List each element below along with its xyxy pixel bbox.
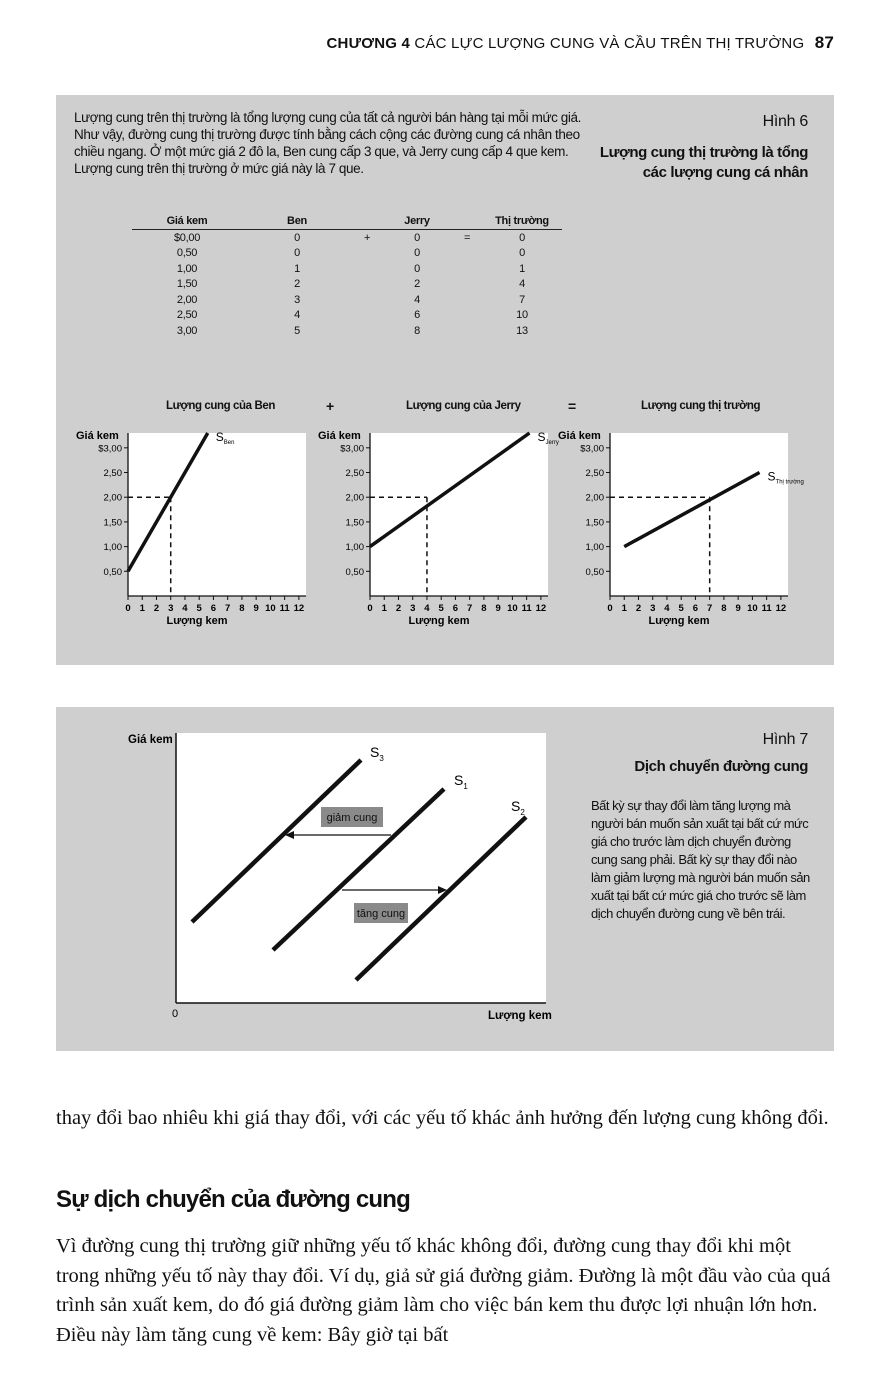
running-header — [327, 33, 834, 53]
supply-curve-label: $S_{Ben}$ — [215, 430, 235, 446]
label-s1: $S_1$ — [454, 772, 468, 791]
plus-cell — [352, 261, 382, 277]
y-axis-label: Giá kem — [558, 430, 601, 442]
x-tick-label: 0 — [367, 603, 373, 614]
y-tick-label: 2,50 — [585, 468, 604, 480]
x-tick-label: 7 — [707, 603, 713, 614]
x-tick-label: 4 — [424, 603, 430, 614]
market-cell: 4 — [519, 278, 525, 291]
ben-cell: 2 — [294, 278, 300, 291]
x-tick-label: 4 — [664, 603, 670, 614]
plus-cell — [352, 277, 382, 293]
decrease-supply-label: giảm cung — [326, 812, 378, 824]
fig7-x-axis-label: Lượng kem — [488, 1010, 552, 1022]
plot-area — [370, 433, 548, 596]
y-tick-label: 1,50 — [345, 517, 364, 529]
label-s3: $S_3$ — [370, 744, 384, 763]
table-row — [132, 230, 562, 246]
y-tick-label: $3,00 — [580, 443, 604, 455]
market-supply-chart — [552, 425, 804, 635]
x-tick-label: 6 — [210, 603, 217, 614]
table-row — [132, 308, 562, 324]
x-tick-label: 5 — [196, 603, 202, 614]
price-cell: 2,50 — [176, 309, 198, 322]
ben-cell: 1 — [294, 262, 300, 275]
ben-cell: 0 — [294, 247, 300, 260]
x-tick-label: 5 — [438, 603, 444, 614]
increase-supply-label: tăng cung — [356, 908, 406, 920]
x-tick-label: 7 — [467, 603, 473, 614]
x-tick-label: 1 — [139, 603, 145, 614]
plot-area — [128, 433, 306, 596]
table-row — [132, 277, 562, 293]
market-cell: 0 — [519, 247, 525, 260]
x-tick-label: 3 — [410, 603, 416, 614]
label-s2: $S_2$ — [511, 798, 525, 817]
x-tick-label: 2 — [635, 603, 642, 614]
figure-6-title: Lượng cung thị trường là tổng các lượng cung cá nhân — [599, 144, 808, 181]
figure-7-title: Dịch chuyển đường cung — [634, 758, 808, 775]
ben-chart-title: Lượng cung của Ben — [166, 400, 275, 412]
x-tick-label: 4 — [182, 603, 188, 614]
jerry-cell: 0 — [414, 262, 420, 275]
section-heading: Sự dịch chuyển của đường cung — [56, 1186, 410, 1213]
equals-cell: = — [463, 231, 471, 244]
y-tick-label: 0,50 — [103, 566, 122, 578]
jerry-cell: 0 — [414, 247, 420, 260]
x-tick-label: 2 — [395, 603, 402, 614]
fig7-y-axis-label: Giá kem — [128, 734, 173, 746]
market-cell: 1 — [519, 262, 525, 275]
jerry-cell: 0 — [414, 231, 420, 244]
x-tick-label: 1 — [381, 603, 387, 614]
y-tick-label: 2,00 — [585, 492, 604, 504]
fig7-origin-label: 0 — [172, 1008, 179, 1020]
jerry-cell: 6 — [414, 309, 420, 322]
x-tick-label: 12 — [535, 603, 547, 614]
page-number: 87 — [814, 33, 834, 52]
x-tick-label: 12 — [775, 603, 787, 614]
supply-schedule-table — [132, 215, 562, 339]
equals-cell — [452, 323, 482, 339]
y-tick-label: 2,00 — [103, 492, 122, 504]
x-tick-label: 0 — [125, 603, 131, 614]
col-header-price: Giá kem — [132, 215, 242, 230]
col-header-market: Thị trường — [482, 215, 562, 230]
market-cell: 0 — [519, 231, 525, 244]
plus-operator: + — [326, 398, 335, 414]
equals-cell — [452, 292, 482, 308]
x-tick-label: 9 — [495, 603, 501, 614]
price-cell: 1,00 — [176, 262, 198, 275]
x-axis-label: Lượng kem — [408, 615, 470, 627]
y-tick-label: 1,00 — [103, 542, 122, 554]
market-cell: 10 — [516, 309, 528, 322]
equals-operator: = — [568, 398, 577, 414]
jerry-cell: 8 — [414, 324, 420, 337]
x-tick-label: 10 — [265, 603, 276, 614]
table-row — [132, 261, 562, 277]
x-tick-label: 11 — [761, 603, 772, 614]
x-tick-label: 3 — [168, 603, 174, 614]
price-cell: $0,00 — [173, 231, 201, 244]
ben-supply-chart — [70, 425, 310, 635]
paragraph-2: Vì đường cung thị trường giữ những yếu tố khác không đổi, đường cung thay đổi khi một trong những yếu tố này thay đổi. Ví dụ, giả sử giá đường giảm. Đường là một đầu vào của quá trình sản xuất kem, do đó giá đường giảm làm cho việc bán kem thu được lợi nhuận lớn hơn. Điều này làm tăng cung về kem: Bây giờ tại bất — [56, 1235, 831, 1346]
equals-cell — [452, 308, 482, 324]
figure-7 — [56, 707, 834, 1051]
table-row — [132, 246, 562, 262]
y-tick-label: 1,50 — [585, 517, 604, 529]
plot-area — [610, 433, 788, 596]
supply-curve-label: $S_{Thị trường}$ — [767, 469, 804, 486]
x-tick-label: 10 — [747, 603, 758, 614]
jerry-cell: 2 — [414, 278, 420, 291]
table-row — [132, 292, 562, 308]
x-tick-label: 3 — [650, 603, 656, 614]
y-tick-label: 1,00 — [345, 542, 364, 554]
market-cell: 7 — [519, 293, 525, 306]
market-cell: 13 — [516, 324, 528, 337]
x-tick-label: 1 — [621, 603, 627, 614]
x-axis-label: Lượng kem — [166, 615, 228, 627]
equals-cell — [452, 261, 482, 277]
plus-cell — [352, 292, 382, 308]
x-tick-label: 8 — [481, 603, 487, 614]
price-cell: 1,50 — [176, 278, 198, 291]
plus-cell: + — [363, 231, 371, 244]
ben-cell: 5 — [294, 324, 300, 337]
ben-cell: 4 — [294, 309, 300, 322]
x-tick-label: 5 — [678, 603, 684, 614]
ben-cell: 3 — [294, 293, 300, 306]
figure-6 — [56, 95, 834, 665]
y-tick-label: 2,50 — [103, 468, 122, 480]
supply-shift-chart — [106, 725, 576, 1025]
x-tick-label: 11 — [521, 603, 532, 614]
jerry-cell: 4 — [414, 293, 420, 306]
col-header-jerry: Jerry — [382, 215, 452, 230]
price-cell: 2,00 — [176, 293, 198, 306]
figure-7-description: Bất kỳ sự thay đổi làm tăng lượng mà người bán muốn sản xuất tại bất cứ mức giá cho trước làm dịch chuyển đường cung sang phải. Bất kỳ sự thay đổi nào làm giảm lượng mà người bán muốn sản xuất tại bất cứ mức giá cho trước sẽ làm dịch chuyển đường cung về bên trái. — [591, 798, 810, 921]
y-tick-label: 1,00 — [585, 542, 604, 554]
x-tick-label: 8 — [721, 603, 727, 614]
x-axis-label: Lượng kem — [648, 615, 710, 627]
plus-cell — [352, 323, 382, 339]
x-tick-label: 10 — [507, 603, 518, 614]
ben-cell: 0 — [294, 231, 300, 244]
y-tick-label: $3,00 — [98, 443, 122, 455]
x-tick-label: 0 — [607, 603, 613, 614]
x-tick-label: 6 — [692, 603, 699, 614]
equals-cell — [452, 277, 482, 293]
table-row — [132, 323, 562, 339]
market-chart-title: Lượng cung thị trường — [641, 400, 761, 412]
y-tick-label: 1,50 — [103, 517, 122, 529]
price-cell: 0,50 — [176, 247, 198, 260]
x-tick-label: 11 — [279, 603, 290, 614]
paragraph-1: thay đổi bao nhiêu khi giá thay đổi, với các yếu tố khác ảnh hưởng đến lượng cung không đổi. — [56, 1107, 829, 1129]
jerry-supply-chart — [312, 425, 559, 635]
x-tick-label: 8 — [239, 603, 245, 614]
x-tick-label: 2 — [153, 603, 160, 614]
x-tick-label: 12 — [293, 603, 305, 614]
chapter-title: CÁC LỰC LƯỢNG CUNG VÀ CẦU TRÊN THỊ TRƯỜNG — [414, 35, 805, 52]
figure-7-number: Hình 7 — [762, 731, 808, 748]
y-axis-label: Giá kem — [318, 430, 361, 442]
plus-cell — [352, 308, 382, 324]
chapter-label: CHƯƠNG 4 — [326, 35, 411, 52]
plus-cell — [352, 246, 382, 262]
x-tick-label: 7 — [225, 603, 231, 614]
equals-cell — [452, 246, 482, 262]
x-tick-label: 9 — [735, 603, 741, 614]
y-axis-label: Giá kem — [76, 430, 119, 442]
jerry-chart-title: Lượng cung của Jerry — [406, 400, 521, 412]
figure-6-number: Hình 6 — [762, 113, 808, 130]
table-header-row — [132, 215, 562, 230]
y-tick-label: 0,50 — [345, 566, 364, 578]
y-tick-label: $3,00 — [340, 443, 364, 455]
x-tick-label: 9 — [253, 603, 259, 614]
figure-6-caption: Lượng cung trên thị trường là tổng lượng cung của tất cả người bán hàng tại mỗi mức giá. Như vậy, đường cung thị trường được tính bằng cách cộng các đường cung cá nhân theo chiều ngang. Ở một mức giá 2 đô la, Ben cung cấp 3 que, và Jerry cung cấp 4 que kem. Lượng cung trên thị trường ở mức giá này là 7 que. — [74, 110, 581, 176]
y-tick-label: 2,00 — [345, 492, 364, 504]
y-tick-label: 2,50 — [345, 468, 364, 480]
x-tick-label: 6 — [452, 603, 459, 614]
col-header-ben: Ben — [242, 215, 352, 230]
supply-curve-label: $S_{Jerry}$ — [537, 430, 559, 446]
price-cell: 3,00 — [176, 324, 198, 337]
y-tick-label: 0,50 — [585, 566, 604, 578]
